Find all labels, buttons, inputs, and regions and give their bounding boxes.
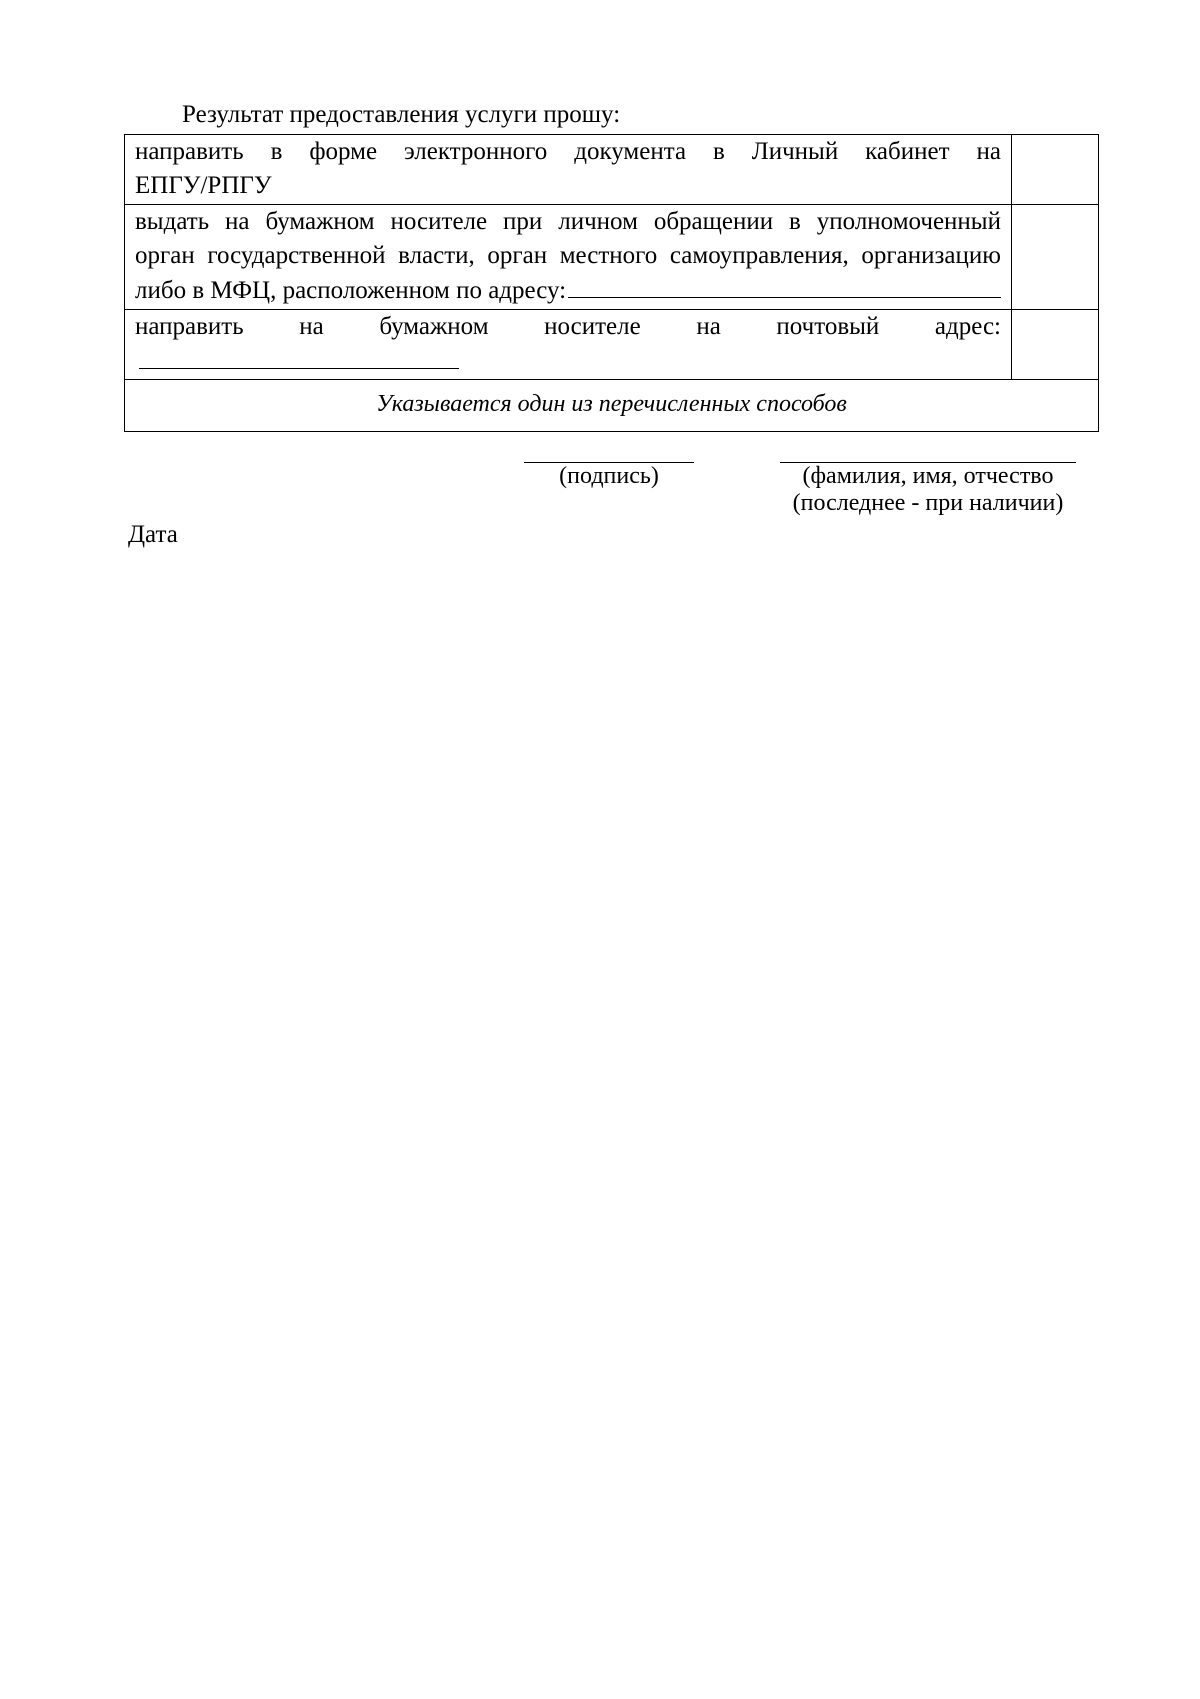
word: направить — [135, 138, 244, 165]
intro-text: Результат предоставления услуги прошу: — [182, 101, 621, 128]
word: форме — [309, 138, 378, 165]
word: личном — [558, 208, 638, 235]
word: самоуправления, — [669, 242, 849, 269]
word: власти, — [398, 242, 475, 269]
option-in-person-text — [125, 205, 1011, 308]
option-row-postal — [125, 310, 1099, 380]
word: почтовый — [776, 313, 880, 340]
option-postal-text — [125, 310, 1011, 369]
option-postal-checkbox-cell[interactable] — [1012, 310, 1099, 380]
word: в — [713, 138, 725, 165]
word: бумажном — [379, 313, 489, 340]
word: обращении — [653, 208, 774, 235]
date-label: Дата — [128, 521, 178, 548]
option-postal-checkbox[interactable] — [1012, 310, 1098, 379]
word: электронного — [404, 138, 548, 165]
word: государственной — [207, 242, 386, 269]
word: на — [299, 313, 324, 340]
word: уполномоченный — [816, 208, 1001, 235]
word: выдать — [135, 208, 210, 235]
note-text: Указывается один из перечисленных способов — [125, 380, 1099, 432]
word: направить — [135, 313, 244, 340]
option-in-person-line1 — [135, 205, 1001, 239]
option-in-person-line2 — [135, 239, 1001, 273]
option-electronic-line2: ЕПГУ/РПГУ — [135, 172, 272, 199]
signature-label: (подпись) — [559, 463, 659, 489]
word: бумажном — [265, 208, 375, 235]
word: на — [976, 138, 1001, 165]
postal-address-blank[interactable] — [139, 344, 459, 369]
option-electronic-checkbox-cell[interactable] — [1012, 135, 1099, 205]
option-postal-line1 — [135, 310, 1001, 344]
option-electronic-text — [125, 135, 1011, 203]
word: документа — [574, 138, 687, 165]
option-text-cell — [125, 135, 1012, 205]
mfc-address-label: либо в МФЦ, расположенном по адресу: — [135, 277, 567, 304]
word: при — [503, 208, 543, 235]
word: на — [696, 313, 721, 340]
word: носителе — [544, 313, 641, 340]
word: орган — [487, 242, 548, 269]
delivery-options-table — [124, 134, 1099, 432]
word: орган — [135, 242, 195, 269]
option-in-person-checkbox[interactable] — [1012, 205, 1098, 309]
word: в — [789, 208, 801, 235]
word: в — [270, 138, 283, 165]
word: местного — [559, 242, 658, 269]
option-electronic-checkbox[interactable] — [1012, 135, 1098, 204]
word: на — [225, 208, 250, 235]
full-name-label-line1: (фамилия, имя, отчество — [802, 463, 1054, 489]
note-row — [125, 380, 1099, 432]
mfc-address-blank[interactable] — [568, 273, 1001, 298]
option-row-in-person — [125, 205, 1099, 310]
option-row-electronic — [125, 135, 1099, 205]
word: Личный — [751, 138, 839, 165]
full-name-label-line2: (последнее - при наличии) — [792, 490, 1064, 516]
word: носителе — [390, 208, 488, 235]
word: организацию — [861, 242, 1001, 269]
option-text-cell — [125, 205, 1012, 310]
word: кабинет — [865, 138, 950, 165]
option-electronic-line1 — [135, 135, 1001, 169]
option-in-person-checkbox-cell[interactable] — [1012, 205, 1099, 310]
option-in-person-line3 — [135, 273, 1001, 308]
option-text-cell — [125, 310, 1012, 380]
word: адрес: — [934, 313, 1001, 340]
